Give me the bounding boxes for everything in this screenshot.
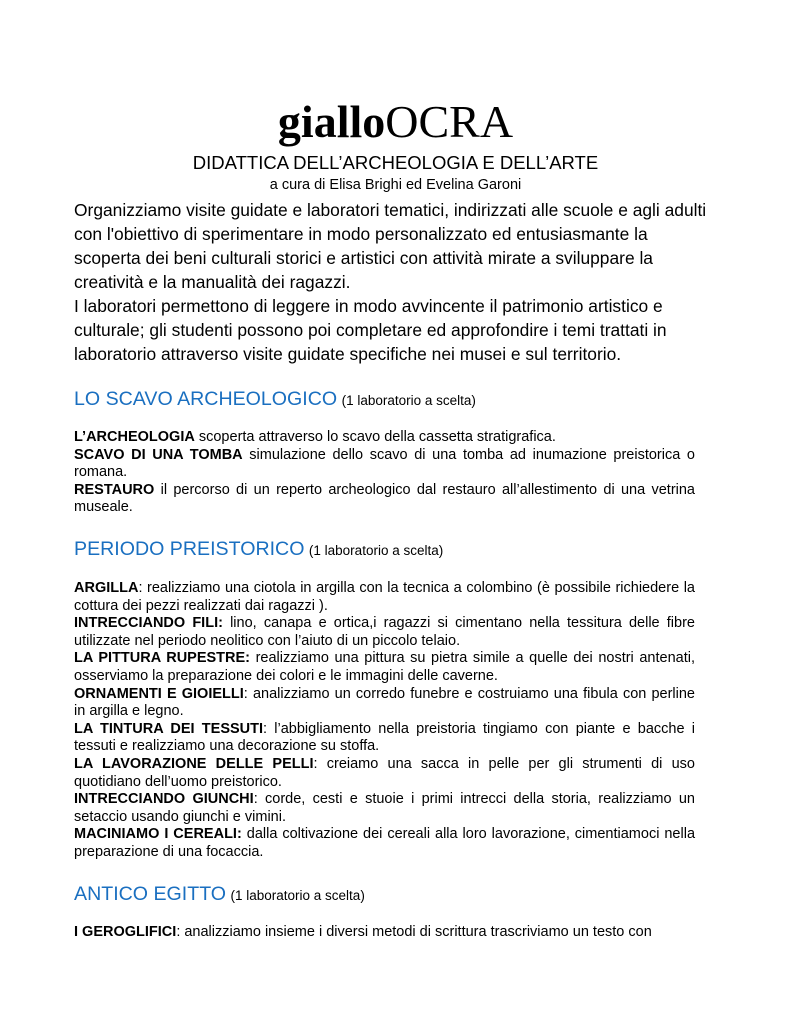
lab-item-text: : creiamo una sacca in pelle per gli strumenti di uso quotidiano dell’uomo preistorico. xyxy=(74,755,695,790)
lab-item-text: scoperta attraverso lo scavo della cassetta stratigrafica. xyxy=(194,429,556,445)
lab-item xyxy=(74,650,695,685)
section-body-egitto xyxy=(74,924,695,942)
lab-item-name: MACINIAMO I CEREALI: xyxy=(74,826,242,843)
lab-item xyxy=(74,826,695,861)
brand-title-regular: OCRA xyxy=(385,96,514,147)
lab-item-name: I GEROGLIFICI xyxy=(74,924,177,940)
lab-item-text: : l’abbigliamento nella preistoria tingiamo con piante e bacche i tessuti e realizziamo una decorazione su stoffa. xyxy=(74,720,695,755)
lab-item-name: SCAVO DI UNA TOMBA xyxy=(74,446,243,463)
lab-item-text: simulazione dello scavo di una tomba ad inumazione preistorica o romana. xyxy=(74,446,695,481)
lab-item xyxy=(74,721,695,756)
lab-item-text: il percorso di un reperto archeologico dal restauro all’allestimento di una vetrina museale. xyxy=(74,481,695,516)
section-heading: PERIODO PREISTORICO xyxy=(74,538,305,560)
section-body-preistorico xyxy=(74,580,695,862)
lab-item xyxy=(74,924,695,942)
lab-item-text: : analizziamo insieme i diversi metodi di scrittura trascriviamo un testo con xyxy=(176,924,652,940)
document-subtitle: DIDATTICA DELL’ARCHEOLOGIA E DELL’ARTE xyxy=(192,152,599,173)
lab-item-name: LA PITTURA RUPESTRE: xyxy=(74,650,251,667)
document-credit: a cura di Elisa Brighi ed Evelina Garoni xyxy=(269,177,522,193)
intro-paragraph-1: Organizziamo visite guidate e laboratori tematici, indirizzati alle scuole e agli adulti con l'obiettivo di sperimentare in modo personalizzato ed entusiasmante la scoperta dei beni culturali storici e artistici con attività mirate a sviluppare la creatività e la manualità dei ragazzi. xyxy=(74,200,707,292)
lab-item-name: INTRECCIANDO GIUNCHI xyxy=(74,791,254,808)
lab-item-name: INTRECCIANDO FILI: xyxy=(74,615,223,632)
section-heading: LO SCAVO ARCHEOLOGICO xyxy=(74,388,338,410)
lab-item-name: ORNAMENTI E GIOIELLI xyxy=(74,685,244,702)
brand-title xyxy=(0,96,791,148)
section-note: (1 laboratorio a scelta) xyxy=(341,393,476,408)
section-title-scavo xyxy=(74,386,714,414)
brand-title-bold: giallo xyxy=(277,96,386,147)
lab-item-text: dalla coltivazione dei cereali alla loro lavorazione, cimentiamoci nella preparazione di una focaccia. xyxy=(74,826,696,860)
lab-item-name: ARGILLA xyxy=(74,580,139,596)
lab-item-text: lino, canapa e ortica,i ragazzi si cimentano nella tessitura delle fibre utilizzate nel periodo neolitico con l’aiuto di un piccolo telaio. xyxy=(74,615,695,649)
lab-item-name: RESTAURO xyxy=(74,481,155,498)
intro-text xyxy=(74,198,714,366)
section-title-egitto xyxy=(74,881,714,909)
section-note: (1 laboratorio a scelta) xyxy=(230,888,365,903)
section-body-scavo xyxy=(74,429,695,517)
lab-item-text: realizziamo una pittura su pietra simile a quelle dei nostri antenati, osserviamo la preparazione dei colori e le immagini delle caverne. xyxy=(74,650,695,684)
lab-item xyxy=(74,429,695,447)
lab-item xyxy=(74,686,695,721)
lab-item xyxy=(74,580,695,615)
lab-item-text: : analizziamo un corredo funebre e costruiamo una fibula con perline in argilla e legno. xyxy=(74,685,695,720)
lab-item-name: LA LAVORAZIONE DELLE PELLI xyxy=(74,755,314,772)
lab-item xyxy=(74,615,695,650)
lab-item xyxy=(74,482,695,517)
lab-item-text: : realizziamo una ciotola in argilla con la tecnica a colombino (è possibile richiedere la cottura dei pezzi realizzati dai ragazzi ). xyxy=(74,580,695,614)
section-note: (1 laboratorio a scelta) xyxy=(308,543,444,558)
section-title-preistorico xyxy=(74,536,714,564)
lab-item-text: : corde, cesti e stuoie i primi intrecci della storia, realizziamo un setaccio usando giunchi e vimini. xyxy=(74,791,695,825)
lab-item xyxy=(74,447,695,482)
section-heading: ANTICO EGITTO xyxy=(74,883,227,905)
lab-item xyxy=(74,791,695,826)
lab-item-name: L’ARCHEOLOGIA xyxy=(74,429,195,445)
intro-paragraph-2: I laboratori permettono di leggere in modo avvincente il patrimonio artistico e culturale; gli studenti possono poi completare ed approfondire i temi trattati in laboratorio attraverso visite guidate specifiche nei musei e sul territorio. xyxy=(74,296,667,364)
lab-item-name: LA TINTURA DEI TESSUTI xyxy=(74,720,264,737)
lab-item xyxy=(74,756,695,791)
